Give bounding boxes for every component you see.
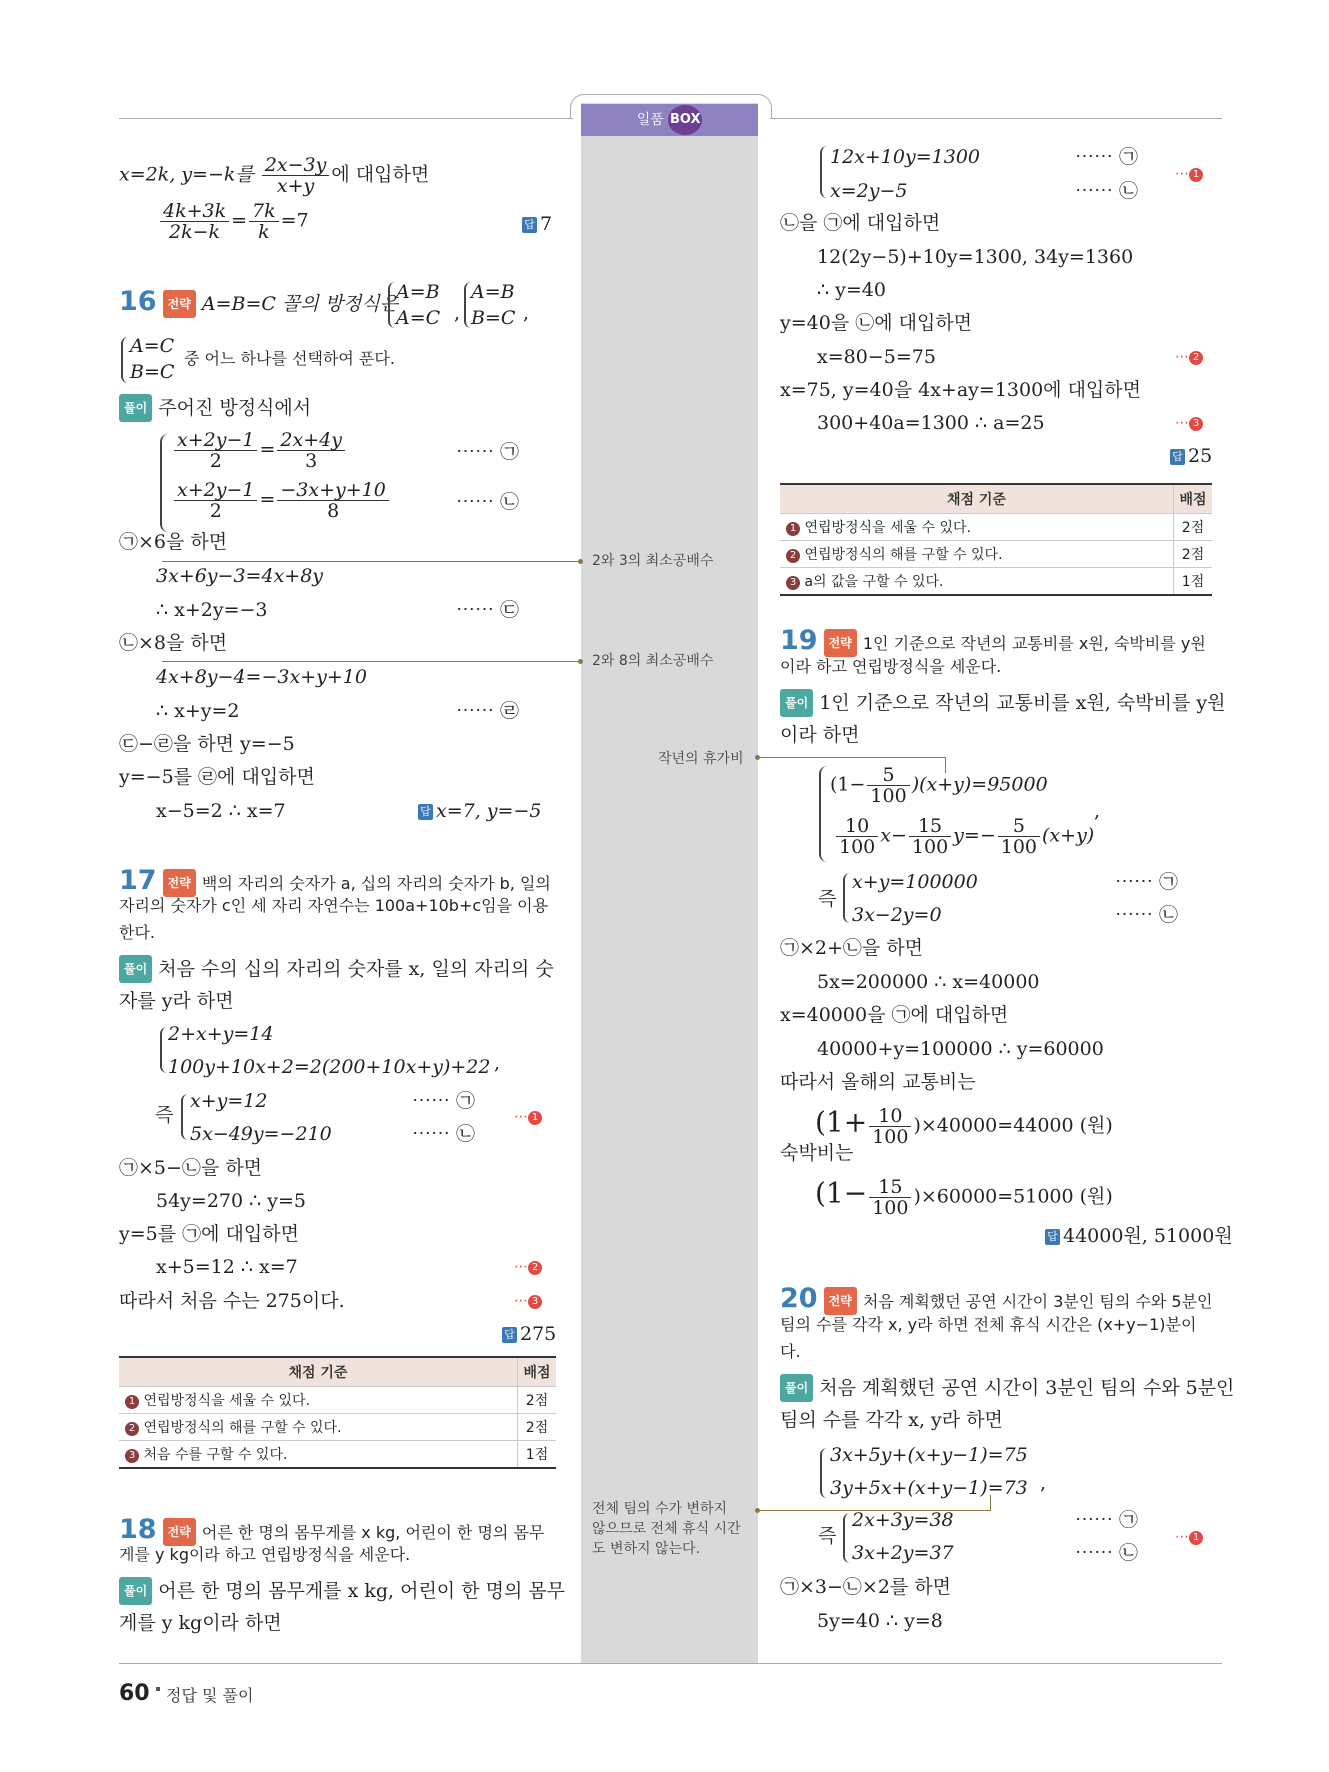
- strategy-badge: 전략: [824, 1287, 857, 1315]
- eq-tag: ⋯⋯ ㉢: [456, 599, 520, 621]
- answer-icon: 답: [1045, 1229, 1060, 1245]
- solution-intro: 풀이 주어진 방정식에서: [119, 394, 311, 422]
- sys-line: A=C: [396, 307, 441, 329]
- solution-17: 풀이 처음 수의 십의 자리의 숫자를 x, 일의 자리의 숫: [119, 955, 554, 983]
- grading-table-18: [780, 483, 1212, 596]
- solution-badge: 풀이: [780, 689, 813, 717]
- note-pointer: [760, 757, 945, 758]
- solution-badge: 풀이: [119, 394, 152, 422]
- solution-20: 풀이 처음 계획했던 공연 시간이 3분인 팀의 수와 5분인: [780, 1374, 1234, 1402]
- step-line: 5x=200000 ∴ x=40000: [817, 971, 1040, 993]
- sys-line: A=B: [471, 281, 515, 303]
- problem-18-strategy: 18 전략 어른 한 명의 몸무게를 x kg, 어린이 한 명의 몸무: [119, 1514, 545, 1545]
- problem-16-strategy: 16 전략 A=B=C 꼴의 방정식은: [119, 286, 399, 317]
- solution-text: 팀의 수를 각각 x, y라 하면: [780, 1409, 1003, 1431]
- step-line: x+5=12 ∴ x=7: [156, 1256, 298, 1278]
- eq-line: $\frac{4k+3k}{2k-k}$ = $\frac{7k}{k}$ =7: [158, 201, 309, 242]
- strategy-text: 다.: [780, 1342, 801, 1361]
- eq-tag: ⋯⋯ ㉠: [456, 441, 520, 463]
- ji-label: 즉: [818, 888, 837, 910]
- page-number: 60: [119, 1681, 150, 1706]
- box-header: [581, 104, 758, 136]
- answer-icon: 답: [522, 217, 537, 233]
- strategy-badge: 전략: [824, 629, 857, 657]
- eq-tag: ⋯⋯ ㉣: [456, 700, 520, 722]
- step-marker-1: ⋯ 1: [1175, 1524, 1203, 1550]
- problem-19-strategy: 19 전략 1인 기준으로 작년의 교통비를 x원, 숙박비를 y원: [780, 625, 1206, 656]
- step-line: 따라서 올해의 교통비는: [780, 1071, 976, 1093]
- problem-number: 19: [780, 625, 818, 656]
- solution-text: 이라 하면: [780, 724, 860, 746]
- step-line: y=40을 ㉡에 대입하면: [780, 312, 973, 334]
- step-line: 3x+6y−3=4x+8y: [156, 565, 324, 587]
- box-header-label: 일품: [636, 112, 664, 128]
- eq-line: $\frac{x+2y-1}{2}$ = $\frac{-3x+y+10}{8}$: [172, 480, 391, 521]
- eq-tag: ⋯⋯ ㉡: [1115, 904, 1179, 926]
- footer-rule: [119, 1663, 1222, 1664]
- step-line: 54y=270 ∴ y=5: [156, 1190, 307, 1212]
- step-marker-2: ⋯ 2: [1175, 344, 1203, 370]
- step-line: y=−5를 ㉣에 대입하면: [119, 766, 315, 788]
- step-line: ㉢−㉣을 하면 y=−5: [119, 733, 295, 755]
- answer-top-left: 답 7: [522, 211, 552, 237]
- step-line: x−5=2 ∴ x=7: [156, 800, 286, 822]
- step-line: ㉡×8을 하면: [119, 632, 228, 654]
- table-row: 3 a의 값을 구할 수 있다. 1점: [780, 568, 1212, 596]
- note-pointer: [162, 661, 582, 662]
- note-rest-time: 전체 팀의 수가 변하지 않으므로 전체 휴식 시간 도 변하지 않는다.: [592, 1501, 741, 1557]
- sys-line: 5x−49y=−210: [190, 1123, 332, 1145]
- eq-line: x=2k, y=−k를 $\frac{2x-3y}{x+y}$ 에 대입하면: [119, 154, 430, 197]
- solution-badge: 풀이: [780, 1374, 813, 1402]
- sys-line: 3x+2y=37: [852, 1542, 954, 1564]
- ji-label: 즉: [818, 1525, 837, 1547]
- step-line: 4x+8y−4=−3x+y+10: [156, 666, 367, 688]
- solution-19: 풀이 1인 기준으로 작년의 교통비를 x원, 숙박비를 y원: [780, 689, 1225, 717]
- eq-tag: ⋯⋯ ㉠: [1075, 146, 1139, 168]
- sys-line: 12x+10y=1300: [830, 146, 980, 168]
- step-marker-3: ⋯ 3: [514, 1288, 542, 1314]
- solution-text: 자를 y라 하면: [119, 990, 234, 1012]
- ji-label: 즉: [155, 1104, 174, 1126]
- box-badge: BOX: [668, 105, 702, 135]
- table-row: 2 연립방정식의 해를 구할 수 있다. 2점: [119, 1414, 556, 1441]
- strategy-text: 게를 y kg이라 하고 연립방정식을 세운다.: [119, 1545, 411, 1564]
- strategy-text: 팀의 수를 각각 x, y라 하면 전체 휴식 시간은 (x+y−1)분이: [780, 1315, 1197, 1334]
- step-line: x=40000을 ㉠에 대입하면: [780, 1004, 1009, 1026]
- eq-line: (1+ $\frac{10}{100}$ )×40000=44000 (원): [815, 1105, 1113, 1148]
- problem-number: 17: [119, 865, 157, 896]
- sys-line: 3x+5y+(x+y−1)=75: [830, 1444, 1028, 1466]
- table-row: 3 처음 수를 구할 수 있다. 1점: [119, 1441, 556, 1469]
- eq-tag: ⋯⋯ ㉡: [456, 491, 520, 513]
- answer-18: 답 25: [1170, 443, 1212, 469]
- problem-number: 18: [119, 1514, 157, 1545]
- eq-tag: ⋯⋯ ㉡: [1075, 180, 1139, 202]
- middle-note-column: [581, 103, 758, 1663]
- sys-line: x=2y−5: [830, 180, 908, 202]
- answer-icon: 답: [1170, 449, 1185, 465]
- step-line: 숙박비는: [780, 1142, 854, 1164]
- note-last-year: 작년의 휴가비: [658, 751, 744, 767]
- grading-table-17: [119, 1356, 556, 1469]
- table-header: 배점: [1174, 484, 1213, 514]
- eq-line: (1− $\frac{5}{100}$ )(x+y)=95000: [830, 764, 1048, 807]
- step-line: ∴ x+y=2: [156, 700, 240, 722]
- note-dot: [578, 559, 583, 564]
- strategy-badge: 전략: [163, 869, 196, 897]
- answer-icon: 답: [418, 804, 433, 820]
- eq-tag: ⋯⋯ ㉡: [1075, 1542, 1139, 1564]
- note-pointer: [162, 561, 582, 562]
- table-row: 1 연립방정식을 세울 수 있다. 2점: [119, 1387, 556, 1414]
- step-line: ㉠×5−㉡을 하면: [119, 1157, 263, 1179]
- eq-line: (1− $\frac{15}{100}$ )×60000=51000 (원): [815, 1176, 1113, 1219]
- problem-20-strategy: 20 전략 처음 계획했던 공연 시간이 3분인 팀의 수와 5분인: [780, 1283, 1213, 1314]
- step-line: ∴ y=40: [817, 279, 886, 301]
- header-rule-right: [770, 118, 1222, 119]
- sys-line: 2+x+y=14: [168, 1023, 274, 1045]
- table-row: 1 연립방정식을 세울 수 있다. 2점: [780, 514, 1212, 541]
- step-line: x=75, y=40을 4x+ay=1300에 대입하면: [780, 379, 1141, 401]
- solution-badge: 풀이: [119, 1577, 152, 1605]
- step-marker-1: ⋯ 1: [1175, 161, 1203, 187]
- eq-line: $\frac{x+2y-1}{2}$ = $\frac{2x+4y}{3}$: [172, 430, 347, 471]
- table-header: 채점 기준: [119, 1357, 518, 1387]
- step-line: ㉡을 ㉠에 대입하면: [780, 212, 941, 234]
- sys-line: 2x+3y=38: [852, 1509, 954, 1531]
- eq-line: $\frac{10}{100}$ x− $\frac{15}{100}$ y=− $\frac{5}{100}$ (x+y): [834, 816, 1094, 857]
- footer-dot: [156, 1687, 160, 1691]
- step-line: ㉠×6을 하면: [119, 531, 228, 553]
- sys-line: 100y+10x+2=2(200+10x+y)+22: [168, 1056, 491, 1078]
- step-line: 300+40a=1300 ∴ a=25: [817, 412, 1045, 434]
- sys-line: B=C: [471, 307, 516, 329]
- strategy-text: 자리의 숫자가 c인 세 자리 자연수는 100a+10b+c임을 이용: [119, 896, 549, 915]
- step-marker-3: ⋯ 3: [1175, 410, 1203, 436]
- step-line: ∴ x+2y=−3: [156, 599, 268, 621]
- sys-line: x+y=12: [190, 1090, 268, 1112]
- step-line: 12(2y−5)+10y=1300, 34y=1360: [817, 246, 1134, 268]
- sys-line: B=C: [130, 361, 175, 383]
- sys-line: 3x−2y=0: [852, 904, 942, 926]
- solution-18: 풀이 어른 한 명의 몸무게를 x kg, 어린이 한 명의 몸무: [119, 1577, 565, 1605]
- sys-line: x+y=100000: [852, 871, 978, 893]
- answer-17: 답 275: [502, 1321, 556, 1347]
- table-row: 2 연립방정식의 해를 구할 수 있다. 2점: [780, 541, 1212, 568]
- answer-16: 답 x=7, y=−5: [418, 798, 541, 824]
- step-line: 따라서 처음 수는 275이다.: [119, 1290, 345, 1312]
- eq-tag: ⋯⋯ ㉠: [1115, 871, 1179, 893]
- strategy-text: 이라 하고 연립방정식을 세운다.: [780, 657, 1002, 676]
- eq-tag: ⋯⋯ ㉠: [1075, 1509, 1139, 1531]
- step-marker-1: ⋯ 1: [514, 1104, 542, 1130]
- header-rule-left: [119, 118, 573, 119]
- step-line: ㉠×3−㉡×2를 하면: [780, 1576, 952, 1598]
- step-line: ㉠×2+㉡을 하면: [780, 937, 924, 959]
- sys-line: A=B: [396, 281, 440, 303]
- note-lcm-2-8: 2와 8의 최소공배수: [592, 653, 714, 669]
- step-line: 40000+y=100000 ∴ y=60000: [817, 1038, 1104, 1060]
- strategy-text: 한다.: [119, 923, 155, 942]
- note-lcm-2-3: 2와 3의 최소공배수: [592, 553, 714, 569]
- problem-number: 20: [780, 1283, 818, 1314]
- strategy-badge: 전략: [163, 1518, 196, 1546]
- strategy-text: 중 어느 하나를 선택하여 푼다.: [184, 349, 395, 368]
- solution-text: 게를 y kg이라 하면: [119, 1612, 282, 1634]
- problem-17-strategy: 17 전략 백의 자리의 숫자가 a, 십의 자리의 숫자가 b, 일의: [119, 865, 551, 896]
- footer-label: 정답 및 풀이: [166, 1686, 254, 1705]
- step-line: 5y=40 ∴ y=8: [817, 1610, 943, 1632]
- step-marker-2: ⋯ 2: [514, 1254, 542, 1280]
- solution-badge: 풀이: [119, 955, 152, 983]
- eq-tag: ⋯⋯ ㉠: [412, 1090, 476, 1112]
- sys-line: A=C: [130, 335, 175, 357]
- answer-19: 답 44000원, 51000원: [1045, 1223, 1233, 1249]
- problem-number: 16: [119, 286, 157, 317]
- table-header: 채점 기준: [780, 484, 1174, 514]
- note-dot: [578, 659, 583, 664]
- sys-line: 3y+5x+(x+y−1)=73: [830, 1477, 1028, 1499]
- step-line: x=80−5=75: [817, 346, 936, 368]
- table-header: 배점: [518, 1357, 557, 1387]
- strategy-badge: 전략: [163, 290, 196, 318]
- eq-tag: ⋯⋯ ㉡: [412, 1123, 476, 1145]
- answer-icon: 답: [502, 1327, 517, 1343]
- step-line: y=5를 ㉠에 대입하면: [119, 1223, 299, 1245]
